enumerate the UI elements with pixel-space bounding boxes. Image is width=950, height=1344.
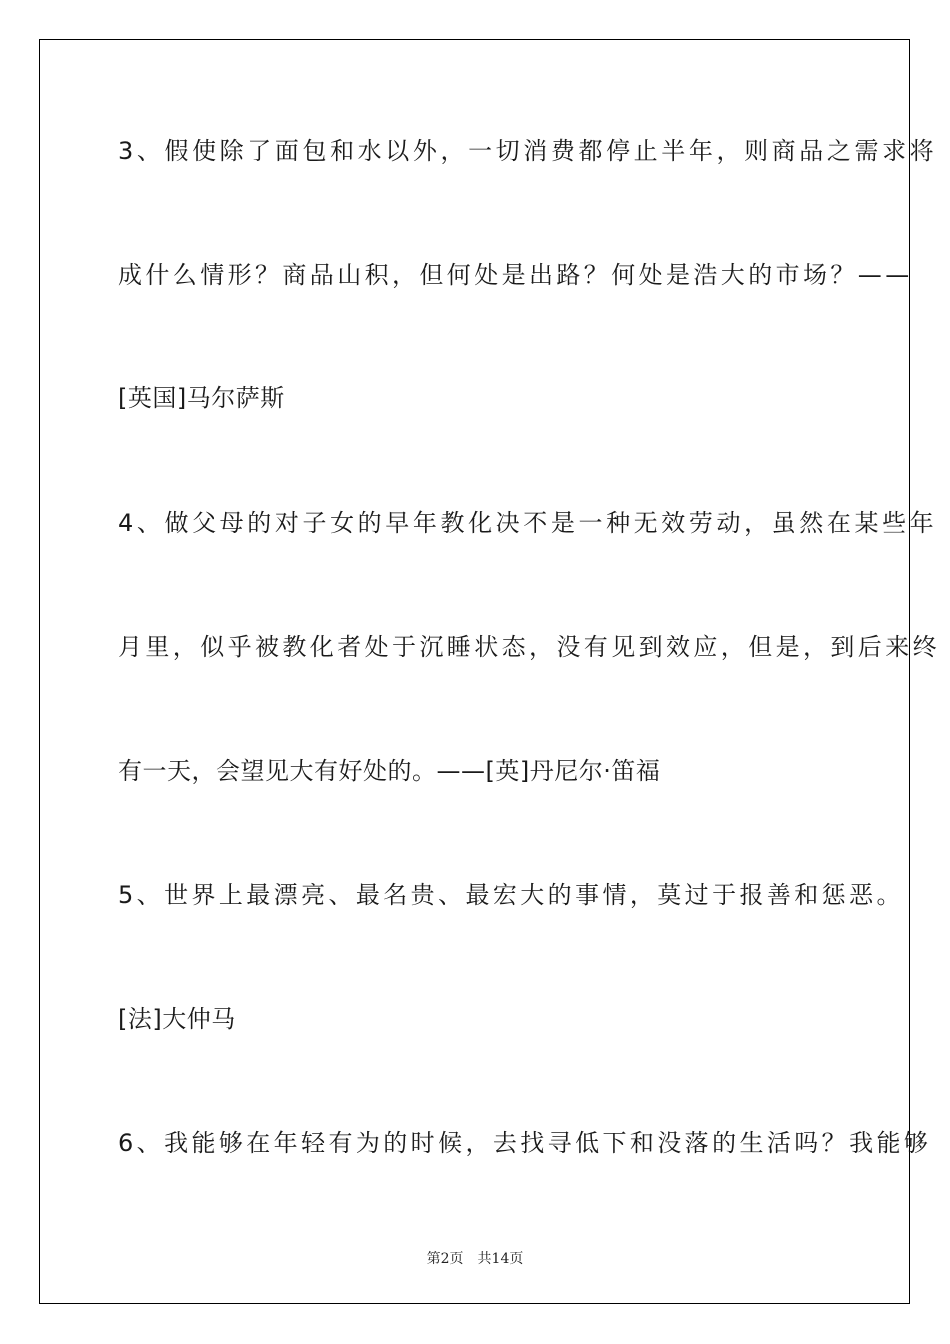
page-border bbox=[39, 39, 910, 1304]
quote-4-line-1: 4、做父母的对子女的早年教化决不是一种无效劳动，虽然在某些年 bbox=[118, 509, 938, 537]
quote-3-line-2: 成什么情形？商品山积，但何处是出路？何处是浩大的市场？—— bbox=[118, 261, 913, 289]
page-number: 第2页 bbox=[426, 1251, 464, 1267]
quote-4-line-3: 有一天，会望见大有好处的。——[英]丹尼尔·笛福 bbox=[118, 757, 661, 785]
page-footer bbox=[0, 1248, 950, 1268]
quote-3-line-1: 3、假使除了面包和水以外，一切消费都停止半年，则商品之需求将 bbox=[118, 137, 938, 165]
quote-5-line-1: 5、世界上最漂亮、最名贵、最宏大的事情，莫过于报善和惩恶。 bbox=[118, 881, 904, 909]
quote-4-line-2: 月里，似乎被教化者处于沉睡状态，没有见到效应，但是，到后来终 bbox=[118, 633, 940, 661]
quote-3-attribution: [英国]马尔萨斯 bbox=[118, 384, 285, 412]
quote-5-attribution: [法]大仲马 bbox=[118, 1005, 236, 1033]
page-total: 共14页 bbox=[477, 1251, 524, 1267]
quote-6-line-1: 6、我能够在年轻有为的时候，去找寻低下和没落的生活吗？我能够 bbox=[118, 1129, 932, 1157]
